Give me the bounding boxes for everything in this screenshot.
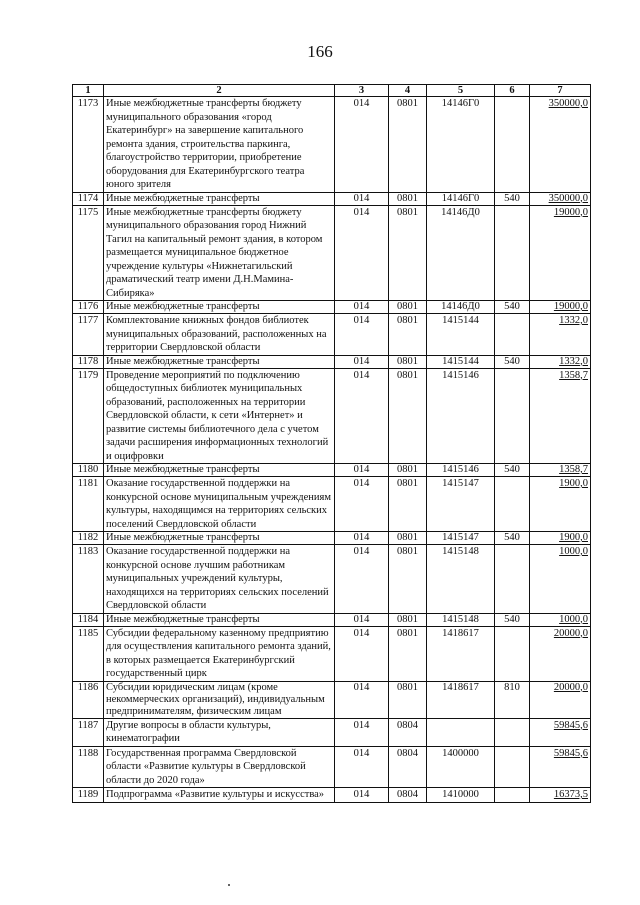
row-description: Иные межбюджетные трансферты: [104, 464, 335, 477]
header-row: [73, 85, 591, 97]
row-section-code: 0804: [389, 746, 427, 788]
row-number: 1176: [73, 301, 104, 314]
table-row: [73, 205, 591, 301]
row-number: 1175: [73, 205, 104, 301]
row-amount: 59845,6: [530, 718, 591, 746]
row-amount: 350000,0: [530, 97, 591, 193]
col-header-6: 6: [495, 85, 530, 97]
row-description: Комплектование книжных фондов библиотек муниципальных образований, расположенных на территории Свердловской области: [104, 314, 335, 356]
row-amount: 19000,0: [530, 205, 591, 301]
row-amount: 1900,0: [530, 532, 591, 545]
row-section-code: 0804: [389, 788, 427, 803]
row-ministry-code: 014: [335, 477, 389, 532]
row-expense-type: 810: [495, 681, 530, 718]
row-expense-type: [495, 477, 530, 532]
row-expense-type: 540: [495, 192, 530, 205]
row-amount: 20000,0: [530, 626, 591, 681]
row-amount: 19000,0: [530, 301, 591, 314]
row-description: Иные межбюджетные трансферты: [104, 613, 335, 626]
row-number: 1186: [73, 681, 104, 718]
row-number: 1181: [73, 477, 104, 532]
table-row: [73, 613, 591, 626]
row-ministry-code: 014: [335, 464, 389, 477]
row-target-code: 14146Д0: [427, 301, 495, 314]
row-number: 1188: [73, 746, 104, 788]
row-ministry-code: 014: [335, 368, 389, 464]
col-header-2: 2: [104, 85, 335, 97]
row-description: Иные межбюджетные трансферты: [104, 355, 335, 368]
row-section-code: 0801: [389, 545, 427, 614]
row-description: Иные межбюджетные трансферты: [104, 192, 335, 205]
page-dot: [228, 884, 230, 886]
row-ministry-code: 014: [335, 545, 389, 614]
col-header-1: 1: [73, 85, 104, 97]
row-ministry-code: 014: [335, 613, 389, 626]
row-target-code: 1415148: [427, 545, 495, 614]
col-header-4: 4: [389, 85, 427, 97]
row-description: Подпрограмма «Развитие культуры и искусства»: [104, 788, 335, 803]
table-row: [73, 192, 591, 205]
row-ministry-code: 014: [335, 746, 389, 788]
table-row: [73, 301, 591, 314]
row-ministry-code: 014: [335, 355, 389, 368]
row-description: Другие вопросы в области культуры, кинематографии: [104, 718, 335, 746]
table-row: [73, 545, 591, 614]
row-ministry-code: 014: [335, 301, 389, 314]
table-row: [73, 314, 591, 356]
row-ministry-code: 014: [335, 205, 389, 301]
row-target-code: 1415147: [427, 532, 495, 545]
row-description: Оказание государственной поддержки на конкурсной основе муниципальным учреждениям культуры, находящимся на территориях сельских поселений Свердловской области: [104, 477, 335, 532]
row-number: 1184: [73, 613, 104, 626]
row-section-code: 0801: [389, 464, 427, 477]
row-description: Государственная программа Свердловской области «Развитие культуры в Свердловской области до 2020 года»: [104, 746, 335, 788]
row-section-code: 0801: [389, 613, 427, 626]
col-header-3: 3: [335, 85, 389, 97]
row-ministry-code: 014: [335, 532, 389, 545]
row-section-code: 0801: [389, 681, 427, 718]
row-expense-type: [495, 314, 530, 356]
row-expense-type: 540: [495, 532, 530, 545]
row-target-code: 1400000: [427, 746, 495, 788]
row-ministry-code: 014: [335, 681, 389, 718]
row-target-code: 1415147: [427, 477, 495, 532]
col-header-7: 7: [530, 85, 591, 97]
row-target-code: 1410000: [427, 788, 495, 803]
row-ministry-code: 014: [335, 192, 389, 205]
row-expense-type: [495, 626, 530, 681]
table-row: [73, 788, 591, 803]
row-number: 1185: [73, 626, 104, 681]
row-amount: 1358,7: [530, 464, 591, 477]
row-amount: 350000,0: [530, 192, 591, 205]
row-description: Субсидии федеральному казенному предприятию для осуществления капитального ремонта зданий, в которых размещается Екатеринбургский государственный цирк: [104, 626, 335, 681]
row-ministry-code: 014: [335, 314, 389, 356]
row-description: Проведение мероприятий по подключению общедоступных библиотек муниципальных образований, расположенных на территории Свердловской области, к сети «Интернет» и развитие системы библиотечного дела с учетом задачи расширения информационных технологий и оцифровки: [104, 368, 335, 464]
row-section-code: 0801: [389, 97, 427, 193]
row-number: 1182: [73, 532, 104, 545]
row-amount: 16373,5: [530, 788, 591, 803]
row-description: Иные межбюджетные трансферты бюджету муниципального образования «город Екатеринбург» на завершение капитального ремонта здания, строительства паркинга, благоустройство территории, приобретение оборудования для Екатеринбургского театра юного зрителя: [104, 97, 335, 193]
row-description: Оказание государственной поддержки на конкурсной основе лучшим работникам муниципальных учреждений культуры, находящихся на территориях сельских поселений Свердловской области: [104, 545, 335, 614]
page-number: 166: [307, 42, 333, 61]
table-row: [73, 532, 591, 545]
row-amount: 1000,0: [530, 545, 591, 614]
row-section-code: 0801: [389, 368, 427, 464]
row-number: 1189: [73, 788, 104, 803]
row-expense-type: [495, 718, 530, 746]
row-amount: 20000,0: [530, 681, 591, 718]
row-number: 1174: [73, 192, 104, 205]
row-target-code: 1415144: [427, 355, 495, 368]
row-target-code: 1415148: [427, 613, 495, 626]
row-target-code: 14146Д0: [427, 205, 495, 301]
row-amount: 1000,0: [530, 613, 591, 626]
row-section-code: 0801: [389, 192, 427, 205]
row-amount: 1332,0: [530, 314, 591, 356]
table-row: [73, 355, 591, 368]
row-expense-type: 540: [495, 355, 530, 368]
table-row: [73, 746, 591, 788]
row-expense-type: [495, 205, 530, 301]
row-number: 1173: [73, 97, 104, 193]
row-description: Иные межбюджетные трансферты бюджету муниципального образования город Нижний Тагил на капитальный ремонт здания, в котором размещается муниципальное бюджетное учреждение культуры «Нижнетагильский драматический театр имени Д.Н.Мамина-Сибиряка»: [104, 205, 335, 301]
row-section-code: 0801: [389, 314, 427, 356]
row-target-code: 14146Г0: [427, 192, 495, 205]
row-number: 1180: [73, 464, 104, 477]
table-row: [73, 718, 591, 746]
table-row: [73, 681, 591, 718]
row-expense-type: [495, 97, 530, 193]
row-target-code: 1415146: [427, 368, 495, 464]
row-description: Иные межбюджетные трансферты: [104, 532, 335, 545]
table-row: [73, 368, 591, 464]
row-expense-type: [495, 788, 530, 803]
row-target-code: 1418617: [427, 626, 495, 681]
col-header-5: 5: [427, 85, 495, 97]
table-row: [73, 626, 591, 681]
row-amount: 59845,6: [530, 746, 591, 788]
row-amount: 1358,7: [530, 368, 591, 464]
row-ministry-code: 014: [335, 97, 389, 193]
row-number: 1187: [73, 718, 104, 746]
row-description: Субсидии юридическим лицам (кроме некоммерческих организаций), индивидуальным предпринимателям, физическим лицам: [104, 681, 335, 718]
row-ministry-code: 014: [335, 626, 389, 681]
row-target-code: 1415146: [427, 464, 495, 477]
row-target-code: 14146Г0: [427, 97, 495, 193]
row-amount: 1332,0: [530, 355, 591, 368]
row-section-code: 0801: [389, 477, 427, 532]
row-expense-type: [495, 368, 530, 464]
row-section-code: 0804: [389, 718, 427, 746]
table-row: [73, 464, 591, 477]
row-expense-type: 540: [495, 301, 530, 314]
row-expense-type: 540: [495, 613, 530, 626]
table-row: [73, 477, 591, 532]
row-section-code: 0801: [389, 355, 427, 368]
table-row: [73, 97, 591, 193]
row-target-code: 1415144: [427, 314, 495, 356]
row-section-code: 0801: [389, 626, 427, 681]
row-number: 1183: [73, 545, 104, 614]
row-number: 1179: [73, 368, 104, 464]
budget-table: [72, 84, 591, 803]
row-number: 1178: [73, 355, 104, 368]
row-expense-type: [495, 545, 530, 614]
row-number: 1177: [73, 314, 104, 356]
row-section-code: 0801: [389, 301, 427, 314]
row-target-code: 1418617: [427, 681, 495, 718]
row-section-code: 0801: [389, 205, 427, 301]
row-target-code: [427, 718, 495, 746]
row-expense-type: 540: [495, 464, 530, 477]
row-expense-type: [495, 746, 530, 788]
row-description: Иные межбюджетные трансферты: [104, 301, 335, 314]
row-ministry-code: 014: [335, 788, 389, 803]
row-ministry-code: 014: [335, 718, 389, 746]
row-section-code: 0801: [389, 532, 427, 545]
row-amount: 1900,0: [530, 477, 591, 532]
